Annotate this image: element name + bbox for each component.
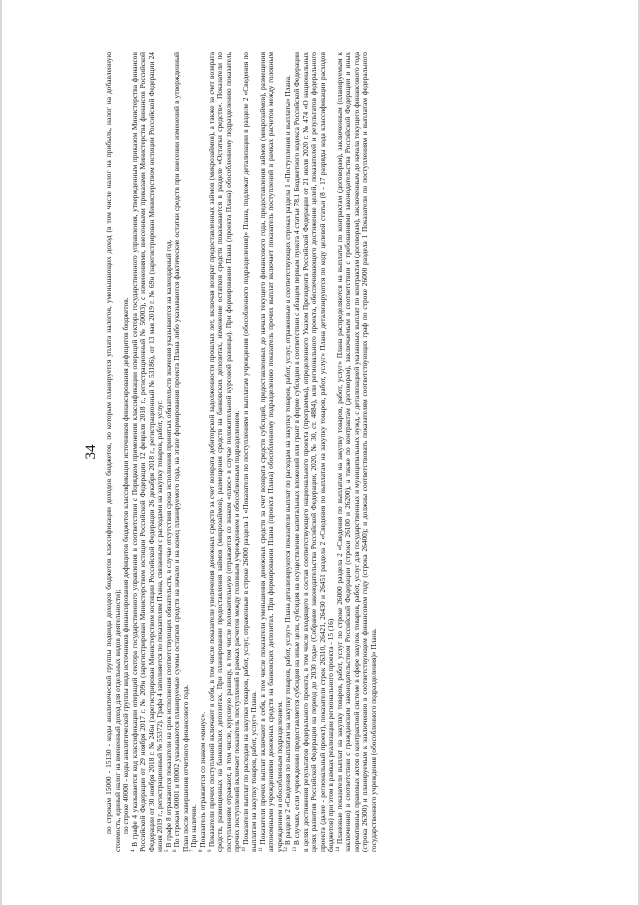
footnote-paragraph — [173, 52, 190, 852]
footnote-paragraph — [336, 52, 379, 852]
footnote-text: В графе 4 указывается код классификации операций сектора государственного управления в соответствии с Порядком применения классификации операций сектора государственного управления, утвержденным приказом Министерства финансов Российской Федерации от 29 ноября 2017 г. № 209н (зарегистрирован Министерством юстиции Российской Федерации 12 февраля 2018 г., регистрационный № 50003), с изменениями, внесенными приказами Министерства финансов Российской Федерации от 30 ноября 2018 г. № 246н (зарегистрирован Министерством юстиции Российской Федерации 26 декабря 2018 г., регистрационный № 53186), от 13 мая 2019 г. № 69н (зарегистрирован Министерством юстиции Российской Федерации 24 июня 2019 г., регистрационный № 55372). Графа 4 заполняется по показателям Плана, связанным с расходами на закупку товаров, работ, услуг. — [129, 52, 165, 852]
footnote-marker: 11 — [258, 847, 264, 852]
footnote-paragraph — [208, 52, 242, 852]
footnote-marker: 14 — [335, 847, 341, 852]
footnote-paragraph — [105, 52, 122, 852]
footnote-paragraph — [293, 52, 336, 852]
footnote-text: В разделе 2 «Сведения по выплатам на закупку товаров, работ, услуг» Плана детализируются показатели выплат по расходам на закупку товаров, работ, услуг, отраженные в соответствующих строках раздела 1 «Поступления и выплаты» Плана. — [283, 75, 293, 846]
footnote-text: В случаях, если учреждению предоставляется субсидия на иные цели, субсидия на осуществление капитальных вложений или грант в форме субсидии в соответствии с абзацем первым пункта 4 статьи 78.1 Бюджетного кодекса Российской Федерации в целях достижения результатов федерального проекта, в том числе входящего в состав соответствующего национального проекта (программы), определенного Указом Президента Российской Федерации от 21 июля 2020 г. № 474 «О национальных целях развития Российской Федерации на период до 2030 года» (Собрание законодательства Российской Федерации, 2020, № 30, ст. 4884), или регионального проекта, обеспечивающего достижение целей, показателей и результатов федерального проекта (далее - региональный проект), показатели строк 26310, 26421, 26430 и 26451 раздела 2 «Сведения по выплатам на закупку товаров, работ, услуг» Плана детализируются по коду целевой статьи (8 - 17 разряды кода классификации расходов бюджетов) при этом в рамках реализации регионального проекта - 15 (16) — [292, 52, 336, 852]
footnote-text: по строке 40000 - коды аналитической группы вида источников финансирования дефицитов бюджетов классификации источников финансирования дефицитов бюджетов. — [121, 297, 131, 834]
footnote-marker: 9 — [207, 849, 213, 852]
footnote-text: по строкам 15000 - 15130 - коды аналитической группы подвида доходов бюджетов классификации доходов бюджетов, по которым планируется уплата налогов, уменьшающих доход (в том числе налог на прибыль, налог на добавленную стоимость, единый налог на вмененный доход для отдельных видов деятельности); — [104, 52, 122, 852]
footnotes-text — [105, 52, 379, 852]
page-number: 34 — [83, 444, 99, 460]
rotated-text-block — [76, 52, 564, 852]
footnote-marker: 13 — [293, 847, 299, 852]
scan-edge-left — [0, 0, 2, 905]
footnote-marker: 6 — [173, 849, 179, 852]
footnote-text: Показатель отражается со знаком «минус». — [198, 711, 208, 848]
footnote-marker: 5 — [164, 849, 170, 852]
footnote-text: В графе 8 отражаются показатели на срок исполнения соответствующих обязательств, в случае отсутствия срока исполнения принятых обязательств значения указываются на календарный год. — [163, 239, 173, 848]
footnote-marker: 12 — [284, 847, 290, 852]
footnote-marker: 7 — [190, 849, 196, 852]
footnote-paragraph — [131, 52, 165, 852]
footnote-paragraph — [259, 52, 285, 852]
footnote-marker: 10 — [241, 847, 247, 852]
footnote-text: Плановые показатели выплат на закупку товаров, работ, услуг по строке 26000 раздела 2 «Сведения по выплатам на закупку товаров, работ, услуг» Плана распределяются на выплаты по контрактам (договорам), заключенным (планируемым к заключению) в соответствии с гражданским законодательством Российской Федерации (строки 26100 и 26200), а также по контрактам (договорам), заключаемым в соответствии с требованиями законодательства Российской Федерации и иных нормативных правовых актов о контрактной системе в сфере закупок товаров, работ, услуг для государственных и муниципальных нужд, с детализацией указанных выплат по контрактам (договорам), заключенным до начала текущего финансового года (строка 26300) и планируемым к заключению в соответствующем финансовом году (строка 26400); и должны соответствовать показателям соответствующих граф по строке 26000 раздела 1 Показатели по поступлениям и выплатам федерального государственного учреждения (обособленного подразделения)» Плана. — [334, 52, 378, 852]
footnote-text: При наличии. — [189, 804, 199, 848]
footnote-marker: 8 — [199, 849, 205, 852]
footnote-text: По строкам 00001 и 00002 указываются планируемые суммы остатков средств на начало и на конец планируемого года, на этапе формирования проекта Плана либо указываются фактические остатки средств при внесении изменений в утвержденный План после завершения отчетного финансового года. — [172, 52, 190, 852]
footnote-marker: 4 — [130, 849, 136, 852]
footnote-text: Показатели прочих выплат включают в себя, в том числе показатели уменьшения денежных средств за счет возврата средств субсидий, предоставленных до начала текущего финансового года, предоставления займов (микрозаймов), размещения автономными учреждениями денежных средств на банковских депозитах. При формировании Плана (проекта Плана) обособленному подразделению показатель прочих выплат включает показатель поступлений в рамках расчетов между головным учреждением и обособленным подразделением. — [257, 52, 284, 852]
footnote-paragraph — [242, 52, 259, 852]
footnote-text: Показатели прочих поступлений включают в себя, в том числе показатели увеличения денежных средств за счет возврата дебиторской задолженности прошлых лет, включая возврат предоставленных займов (микрозаймов), а также за счет возврата средств, размещенных на банковских депозитах. При планировании предоставления займов (микрозаймов), размещения средств на банковских депозитах, изменение остатков средств показывается в разделе «Остатки средств». Показатели по поступлениям отражают, в том числе, курсовую разницу, в том числе положительную (отражается со знаком «плюс» в случае положительной курсовой разницы). При формировании Плана (проекта Плана) обособленному подразделению показатель прочих поступлений включает показатель поступлений в рамках расчетов между головным учреждением и обособленным подразделением. — [206, 52, 242, 852]
footnote-text: Показатели выплат по расходам на закупки товаров, работ, услуг, отраженные в строке 26000 раздела 1 «Показатели по поступлениям и выплатам учреждения (обособленного подразделения)» Плана, подлежат детализации в разделе 2 «Сведения по выплатам на закупку товаров, работ, услуг» Плана. — [240, 52, 259, 852]
